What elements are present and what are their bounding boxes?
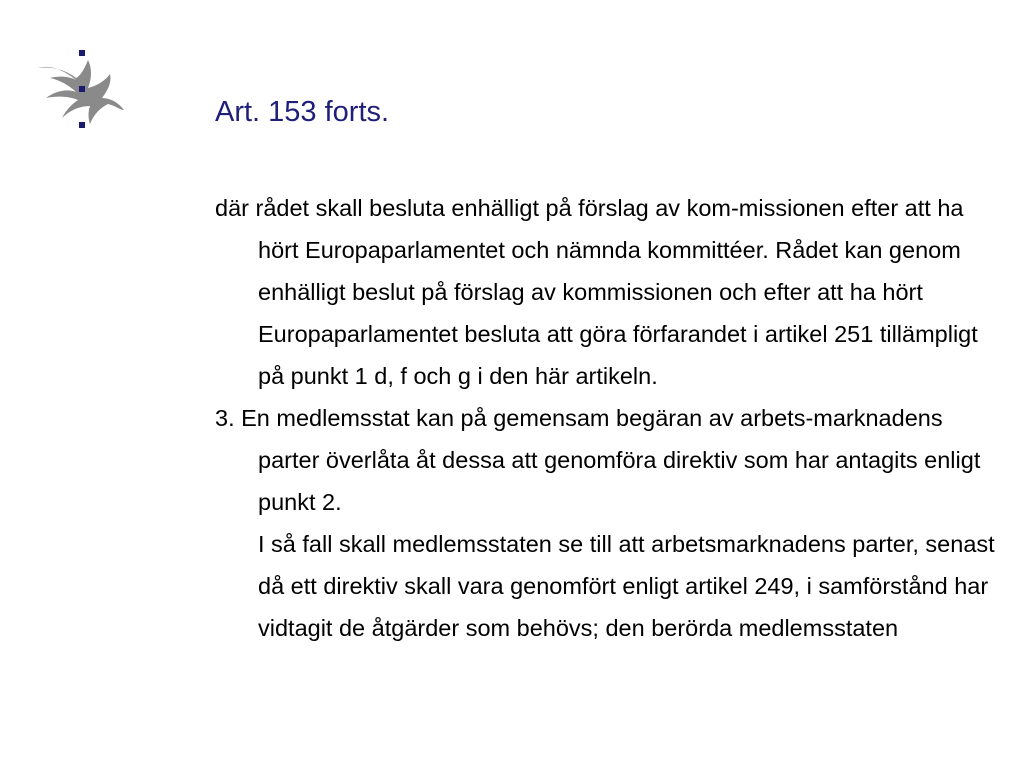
paragraph-3: I så fall skall medlemsstaten se till att arbetsmarknadens parter, senast då ett direktiv skall vara genomfört enligt artikel 249, i samförstånd har vidtagit de åtgärder som behövs; den berörda medlemsstaten [258,531,995,641]
slide-title: Art. 153 forts. [215,96,390,128]
slide-body [215,187,1005,649]
paragraph-2: 3. En medlemsstat kan på gemensam begäran av arbets-marknadens parter överlåta åt dessa att genomföra direktiv som har antagits enligt punkt 2. [215,405,981,515]
university-flame-logo-icon [32,40,132,140]
paragraph-1: där rådet skall besluta enhälligt på förslag av kom-missionen efter att ha hört Europaparlamentet och nämnda kommittéer. Rådet kan genom enhälligt beslut på förslag av kommissionen och efter att ha hört Europaparlamentet besluta att göra förfarandet i artikel 251 tillämpligt på punkt 1 d, f och g i den här artikeln. [215,195,978,389]
